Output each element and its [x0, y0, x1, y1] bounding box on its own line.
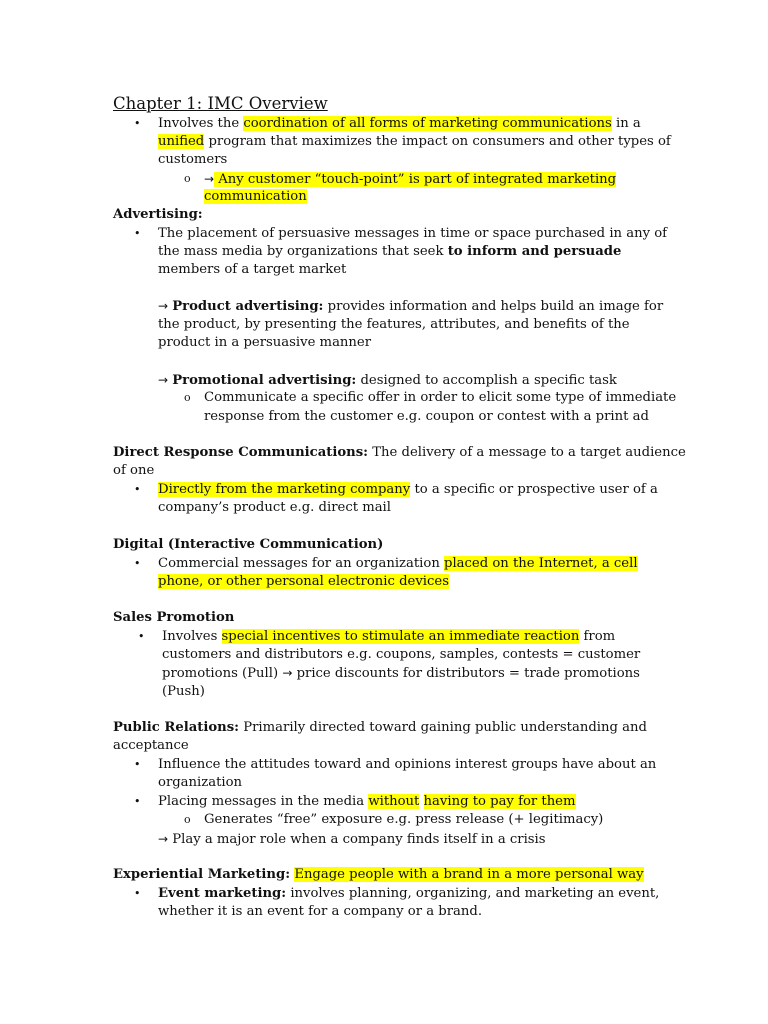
bullet-icon: • [134, 887, 141, 900]
bullet-icon: • [134, 795, 141, 808]
direct-response-line-1: Direct Response Communications: The delivery of a message to a target audience [113, 445, 686, 460]
pr-bullet-1-line-1: Influence the attitudes toward and opinions interest groups have about an [158, 757, 657, 772]
imc-line-3: customers [158, 152, 228, 167]
bullet-icon: • [138, 630, 145, 643]
direct-bullet-line-1: Directly from the marketing company to a specific or prospective user of a [158, 482, 658, 497]
imc-line-1: Involves the coordination of all forms of marketing communications in a [158, 116, 641, 131]
imc-sub-line-1: → Any customer “touch-point” is part of integrated marketing [204, 172, 617, 187]
product-advertising-line-2: the product, by presenting the features, attributes, and benefits of the [158, 317, 630, 332]
direct-bullet-line-2: company’s product e.g. direct mail [158, 500, 391, 515]
pr-bullet-1-line-2: organization [158, 775, 243, 790]
bullet-icon: • [134, 758, 141, 771]
product-advertising-line-3: product in a persuasive manner [158, 335, 372, 350]
bullet-icon: • [134, 227, 141, 240]
bullet-icon: • [134, 483, 141, 496]
arrow-icon: → [282, 666, 293, 680]
advertising-heading: Advertising: [113, 207, 203, 222]
product-advertising-line-1: → Product advertising: provides information and helps build an image for [158, 299, 664, 314]
advertising-line-2: the mass media by organizations that seek to inform and persuade [158, 244, 622, 259]
experiential-heading-line: Experiential Marketing: Engage people with a brand in a more personal way [113, 867, 644, 882]
advertising-line-3: members of a target market [158, 262, 347, 277]
pr-arrow-line: → Play a major role when a company finds itself in a crisis [158, 832, 546, 847]
event-marketing-line-1: Event marketing: involves planning, organizing, and marketing an event, [158, 886, 660, 901]
public-relations-line-2: acceptance [113, 738, 189, 753]
promotional-sub-line-2: response from the customer e.g. coupon or contest with a print ad [204, 409, 649, 424]
sub-bullet-icon: o [184, 172, 191, 185]
sales-bullet-line-3: promotions (Pull) → price discounts for distributors = trade promotions [162, 666, 640, 681]
imc-line-2: unified program that maximizes the impact on consumers and other types of [158, 134, 671, 149]
digital-heading: Digital (Interactive Communication) [113, 537, 384, 552]
sub-bullet-icon: o [184, 813, 191, 826]
sales-bullet-line-4: (Push) [162, 684, 205, 699]
digital-bullet-line-2: phone, or other personal electronic devices [158, 574, 449, 589]
arrow-icon: → [158, 299, 169, 313]
event-marketing-line-2: whether it is an event for a company or a brand. [158, 904, 483, 919]
sales-promotion-heading: Sales Promotion [113, 610, 235, 625]
public-relations-line-1: Public Relations: Primarily directed toward gaining public understanding and [113, 720, 647, 735]
pr-bullet-2-line: Placing messages in the media without having to pay for them [158, 794, 576, 809]
sub-bullet-icon: o [184, 391, 191, 404]
imc-sub-line-2: communication [204, 189, 307, 204]
direct-response-line-2: of one [113, 463, 155, 478]
arrow-icon: → [204, 172, 215, 186]
bullet-icon: • [134, 557, 141, 570]
promotional-advertising-line: → Promotional advertising: designed to accomplish a specific task [158, 373, 617, 388]
sales-bullet-line-2: customers and distributors e.g. coupons, samples, contests = customer [162, 647, 641, 662]
bullet-icon: • [134, 117, 141, 130]
advertising-line-1: The placement of persuasive messages in time or space purchased in any of [158, 226, 668, 241]
pr-sub-line: Generates “free” exposure e.g. press release (+ legitimacy) [204, 812, 604, 827]
promotional-sub-line-1: Communicate a specific offer in order to elicit some type of immediate [204, 390, 677, 405]
arrow-icon: → [158, 373, 169, 387]
digital-bullet-line-1: Commercial messages for an organization placed on the Internet, a cell [158, 556, 638, 571]
arrow-icon: → [158, 832, 169, 846]
sales-bullet-line-1: Involves special incentives to stimulate an immediate reaction from [162, 629, 616, 644]
page-title: Chapter 1: IMC Overview [113, 94, 328, 113]
